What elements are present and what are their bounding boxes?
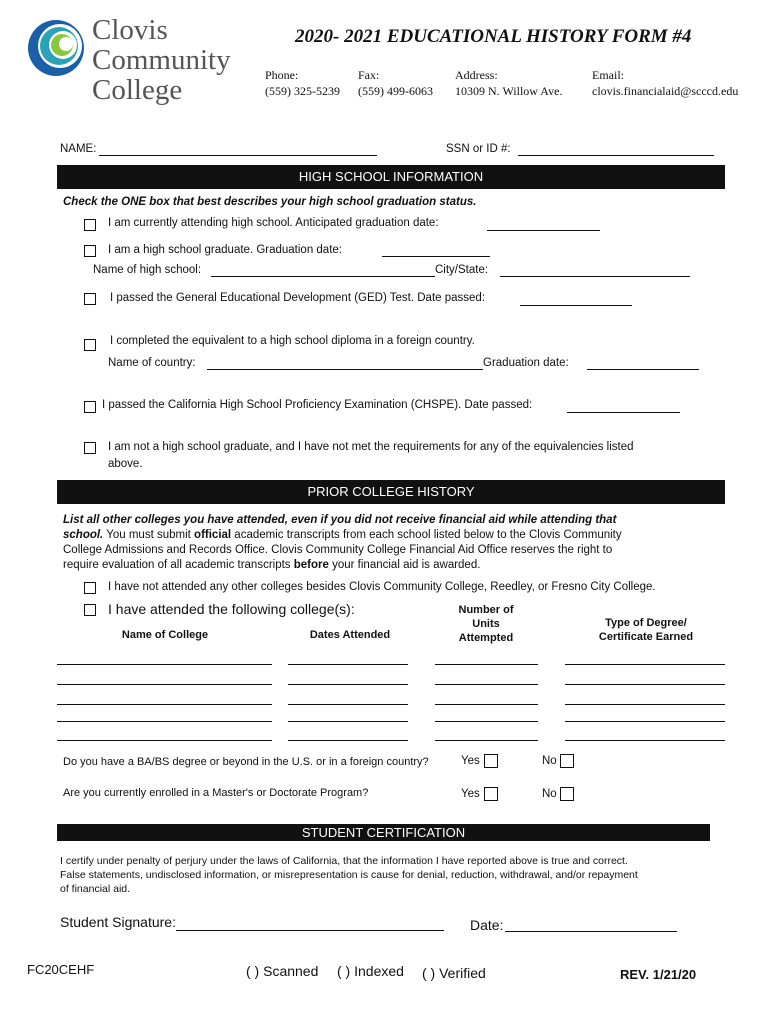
college-dates-field[interactable] bbox=[288, 721, 408, 722]
attending-checkbox[interactable] bbox=[84, 219, 96, 231]
college-dates-field[interactable] bbox=[288, 684, 408, 685]
instr-awarded-text: your financial aid is awarded. bbox=[328, 559, 481, 571]
col-degree-earned: Type of Degree/ Certificate Earned bbox=[598, 617, 694, 643]
col-name-of-college: Name of College bbox=[121, 629, 209, 641]
country-label: Name of country: bbox=[108, 357, 196, 369]
date-label: Date: bbox=[470, 917, 504, 933]
instr-before-text: before bbox=[293, 559, 329, 571]
anticipated-date-field[interactable] bbox=[487, 230, 600, 231]
phone-label: Phone: bbox=[265, 68, 299, 82]
attending-label: I am currently attending high school. Anticipated graduation date: bbox=[108, 217, 439, 229]
instr-submit-text: You must submit bbox=[103, 529, 195, 541]
instr-require-text: require evaluation of all academic transcripts bbox=[63, 559, 294, 571]
no-other-college-label: I have not attended any other colleges besides Clovis Community College, Reedley, or Fresno City College. bbox=[108, 581, 656, 593]
address-label: Address: bbox=[455, 68, 498, 82]
city-state-field[interactable] bbox=[500, 276, 690, 277]
instr-official-text: official bbox=[194, 529, 232, 541]
graduate-label: I am a high school graduate. Graduation date: bbox=[108, 244, 342, 256]
graduation-date-field[interactable] bbox=[382, 256, 490, 257]
college-name-field[interactable] bbox=[57, 704, 272, 705]
logo-swirl-icon bbox=[26, 14, 88, 84]
ssn-field[interactable] bbox=[518, 155, 714, 156]
address-value: 10309 N. Willow Ave. bbox=[455, 84, 563, 98]
masters-yes-label: Yes bbox=[461, 788, 480, 800]
fax-value: (559) 499-6063 bbox=[358, 84, 433, 98]
certification-text-1: I certify under penalty of perjury under the laws of California, that the information I have reported above is true and correct. bbox=[60, 855, 628, 867]
instr-school-text: school. bbox=[63, 529, 104, 541]
prior-college-instruction-3: College Admissions and Records Office. Clovis Community College Financial Aid Office reserves the right to bbox=[63, 544, 613, 556]
not-graduate-label-2: above. bbox=[108, 458, 143, 470]
prior-college-heading: PRIOR COLLEGE HISTORY bbox=[57, 480, 725, 504]
attended-college-checkbox[interactable] bbox=[84, 604, 96, 616]
college-degree-field[interactable] bbox=[565, 740, 725, 741]
masters-question: Are you currently enrolled in a Master's or Doctorate Program? bbox=[63, 787, 369, 799]
ssn-label: SSN or ID #: bbox=[446, 143, 511, 155]
chspe-label: I passed the California High School Proficiency Examination (CHSPE). Date passed: bbox=[102, 399, 533, 411]
instr-transcripts-text: academic transcripts from each school listed below to the Clovis Community bbox=[231, 529, 622, 541]
college-degree-field[interactable] bbox=[565, 684, 725, 685]
chspe-checkbox[interactable] bbox=[84, 401, 96, 413]
chspe-date-field[interactable] bbox=[567, 412, 680, 413]
not-graduate-checkbox[interactable] bbox=[84, 442, 96, 454]
logo-text-line2: Community bbox=[92, 44, 231, 76]
logo-text-line3: College bbox=[92, 74, 183, 106]
degree-no-label: No bbox=[542, 755, 557, 767]
college-name-field[interactable] bbox=[57, 721, 272, 722]
form-title: 2020- 2021 EDUCATIONAL HISTORY FORM #4 bbox=[295, 26, 692, 47]
prior-college-instruction-1: List all other colleges you have attended, even if you did not receive financial aid while attending that bbox=[63, 514, 617, 526]
form-code: FC20CEHF bbox=[27, 962, 95, 977]
masters-yes-checkbox[interactable] bbox=[484, 787, 498, 801]
school-name-field[interactable] bbox=[211, 276, 435, 277]
scanned-mark: ( ) Scanned bbox=[246, 963, 319, 979]
college-name-field[interactable] bbox=[57, 664, 272, 665]
signature-label: Student Signature: bbox=[60, 914, 176, 930]
college-logo bbox=[26, 12, 231, 112]
college-degree-field[interactable] bbox=[565, 704, 725, 705]
email-value: clovis.financialaid@scccd.edu bbox=[592, 84, 739, 98]
college-degree-field[interactable] bbox=[565, 721, 725, 722]
ged-date-field[interactable] bbox=[520, 305, 632, 306]
college-units-field[interactable] bbox=[435, 721, 538, 722]
email-label: Email: bbox=[592, 68, 624, 82]
certification-text-2: False statements, undisclosed information, or misrepresentation is cause for denial, reduction, withdrawal, and/or repayment bbox=[60, 869, 638, 881]
indexed-mark: ( ) Indexed bbox=[337, 963, 404, 979]
certification-heading: STUDENT CERTIFICATION bbox=[57, 824, 710, 841]
signature-field[interactable] bbox=[176, 930, 444, 931]
name-field[interactable] bbox=[99, 155, 377, 156]
city-state-label: City/State: bbox=[435, 264, 489, 276]
verified-mark: ( ) Verified bbox=[422, 965, 486, 981]
college-name-field[interactable] bbox=[57, 684, 272, 685]
revision-date: REV. 1/21/20 bbox=[620, 967, 697, 982]
college-units-field[interactable] bbox=[435, 664, 538, 665]
graduate-checkbox[interactable] bbox=[84, 245, 96, 257]
degree-no-checkbox[interactable] bbox=[560, 754, 574, 768]
school-name-label: Name of high school: bbox=[93, 264, 202, 276]
college-name-field[interactable] bbox=[57, 740, 272, 741]
not-graduate-label-1: I am not a high school graduate, and I have not met the requirements for any of the equivalencies listed bbox=[108, 441, 634, 453]
phone-value: (559) 325-5239 bbox=[265, 84, 340, 98]
name-label: NAME: bbox=[60, 143, 97, 155]
college-units-field[interactable] bbox=[435, 704, 538, 705]
college-dates-field[interactable] bbox=[288, 704, 408, 705]
col-units-attempted: Number of Units Attempted bbox=[458, 604, 514, 644]
prior-college-instruction-2 bbox=[63, 529, 622, 541]
college-units-field[interactable] bbox=[435, 684, 538, 685]
foreign-grad-label: Graduation date: bbox=[483, 357, 569, 369]
high-school-instruction: Check the ONE box that best describes your high school graduation status. bbox=[63, 196, 477, 208]
high-school-heading: HIGH SCHOOL INFORMATION bbox=[57, 165, 725, 189]
signature-date-field[interactable] bbox=[505, 931, 677, 932]
masters-no-label: No bbox=[542, 788, 557, 800]
masters-no-checkbox[interactable] bbox=[560, 787, 574, 801]
college-dates-field[interactable] bbox=[288, 740, 408, 741]
prior-college-instruction-4 bbox=[63, 559, 480, 571]
foreign-label: I completed the equivalent to a high school diploma in a foreign country. bbox=[110, 335, 475, 347]
fax-label: Fax: bbox=[358, 68, 380, 82]
ged-checkbox[interactable] bbox=[84, 293, 96, 305]
foreign-checkbox[interactable] bbox=[84, 339, 96, 351]
logo-text-line1: Clovis bbox=[92, 14, 168, 46]
attended-college-label: I have attended the following college(s): bbox=[108, 601, 355, 617]
college-units-field[interactable] bbox=[435, 740, 538, 741]
no-other-college-checkbox[interactable] bbox=[84, 582, 96, 594]
degree-yes-checkbox[interactable] bbox=[484, 754, 498, 768]
col-dates-attended: Dates Attended bbox=[309, 629, 391, 641]
certification-text-3: of financial aid. bbox=[60, 883, 131, 895]
degree-yes-label: Yes bbox=[461, 755, 480, 767]
degree-question: Do you have a BA/BS degree or beyond in the U.S. or in a foreign country? bbox=[63, 756, 429, 768]
foreign-grad-date-field[interactable] bbox=[587, 369, 699, 370]
country-field[interactable] bbox=[207, 369, 483, 370]
college-dates-field[interactable] bbox=[288, 664, 408, 665]
college-degree-field[interactable] bbox=[565, 664, 725, 665]
ged-label: I passed the General Educational Development (GED) Test. Date passed: bbox=[110, 292, 486, 304]
